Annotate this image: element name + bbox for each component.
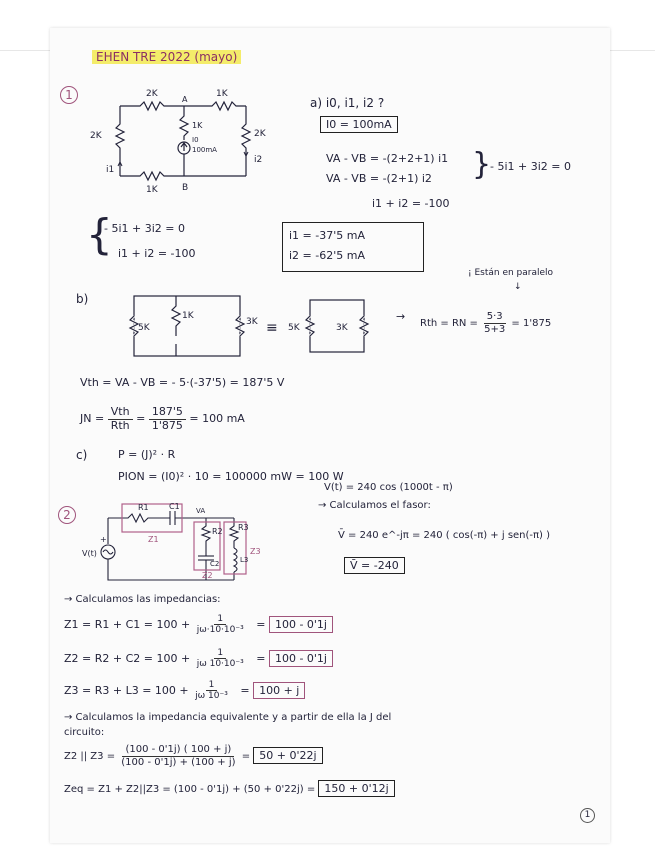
arrow-to-rth: → [396, 310, 406, 323]
source-expression: V(t) = 240 cos (1000t - π) [324, 482, 453, 493]
system-equation-1: - 5i1 + 3i2 = 0 [104, 222, 185, 235]
z1-equation: Z1 = R1 + C1 = 100 + $\frac{1}{\text{jω·10·10⁻³}}$ = 100 - 0'1j [64, 614, 333, 636]
r-top-right-label: 1K [216, 89, 228, 99]
page-number: 1 [580, 808, 595, 823]
b-r4-label: 5K [288, 323, 300, 333]
z3-equation: Z3 = R3 + L3 = 100 + $\frac{1}{\text{jω 10⁻³}}$ = 100 + j [64, 680, 305, 702]
r-mid-label: 1K [192, 121, 203, 130]
currents-result-box [282, 222, 424, 272]
circuit-2-diagram [82, 498, 282, 592]
b-r2-label: 1K [182, 311, 194, 321]
b-r1-label: 5K [138, 323, 150, 333]
i1-result: i1 = -37'5 mA [289, 229, 365, 242]
power-formula: P = (J)² · R [118, 448, 176, 461]
impedance-note: → Calculamos las impedancias: [64, 594, 221, 605]
rth-equation [420, 311, 551, 335]
rth-lhs: Rth = RN = [420, 318, 478, 329]
problem-1-number: 1 [60, 86, 78, 104]
derived-equation: - 5i1 + 3i2 = 0 [490, 160, 571, 173]
current-sum-equation: i1 + i2 = -100 [372, 197, 450, 210]
node-b-label: B [182, 183, 189, 193]
b-r5-label: 3K [336, 323, 348, 333]
problem-2-number: 2 [58, 506, 76, 524]
parallel-note: ¡ Están en paralelo [468, 268, 554, 278]
zeq-result-box: 150 + 0'12j [318, 780, 394, 797]
par-result-box: 50 + 0'22j [253, 747, 322, 764]
zeq-equation [64, 782, 395, 795]
z1-fraction [194, 614, 247, 636]
r-right-label: 2K [254, 129, 266, 139]
page-header [92, 50, 241, 64]
zeq-lhs: Zeq = Z1 + Z2||Z3 = (100 - 0'1j) + (50 + 0'22j) = [64, 784, 316, 795]
kvl-equation-2: VA - VB = -(2+1) i2 [326, 172, 432, 185]
rth-denominator: 5+3 [484, 323, 506, 335]
in-num-1: Vth [108, 406, 133, 420]
i1-label: i1 [106, 165, 115, 175]
part-b-label: b) [76, 292, 89, 306]
z3-numerator: 1 [206, 680, 218, 691]
equivalent-note-line-2: circuito: [64, 727, 105, 738]
z2-fraction [194, 648, 247, 670]
r1-label: R1 [138, 503, 149, 512]
z1-result-box: 100 - 0'1j [269, 616, 333, 633]
c2-label: C2 [210, 560, 220, 568]
source-plus: + [100, 535, 107, 544]
r3-label: R3 [238, 523, 249, 532]
system-brace: { [86, 210, 113, 259]
fasor-equation: V̄ = 240 e^-jπ = 240 ( cos(-π) + j sen(-π) ) [338, 530, 551, 541]
r-bot-label: 1K [146, 185, 158, 195]
source-label: V(t) [82, 549, 97, 558]
par-numerator: (100 - 0'1j) ( 100 + j) [122, 744, 234, 757]
i0-label: I0 [192, 136, 199, 144]
equivalent-sign: ≡ [266, 320, 278, 336]
norton-current-equation [80, 406, 245, 432]
fasor-result-box: V̄ = -240 [344, 557, 405, 574]
equation-brace: } [472, 147, 492, 182]
r2-label: R2 [212, 527, 223, 536]
par-fraction [118, 744, 238, 768]
in-lhs: JN = [80, 412, 105, 426]
part-c-label: c) [76, 448, 88, 462]
par-eq-sign: = [241, 751, 251, 762]
rth-fraction [481, 311, 508, 335]
z2-denominator: jω 10·10⁻³ [196, 659, 244, 670]
l3-label: L3 [240, 556, 249, 564]
in-fraction-2 [149, 406, 186, 432]
par-denominator: (100 - 0'1j) + (100 + j) [121, 756, 236, 768]
z3-lhs: Z3 = R3 + L3 = 100 + [64, 683, 189, 697]
z2-equation: Z2 = R2 + C2 = 100 + $\frac{1}{\text{jω 10·10⁻³}}$ = 100 - 0'1j [64, 648, 333, 670]
in-den-1: Rth [110, 418, 130, 432]
z1-numerator: 1 [214, 614, 226, 625]
i0-result-box: I0 = 100mA [320, 116, 398, 133]
power-result: PION = (I0)² · 10 = 100000 mW = 100 W [118, 470, 344, 483]
node-a-label: A [182, 95, 188, 104]
vth-equation: Vth = VA - VB = - 5·(-37'5) = 187'5 V [80, 376, 285, 389]
circuit-1-diagram [84, 86, 284, 198]
b-r3-label: 3K [246, 317, 258, 327]
rth-value: = 1'875 [511, 318, 552, 329]
z3-fraction [192, 680, 231, 702]
parallel-impedance-equation [64, 744, 323, 768]
i2-result: i2 = -62'5 mA [289, 249, 365, 262]
z1-label: Z1 [148, 535, 159, 544]
va-label: VA [196, 507, 206, 515]
z1-denominator: jω·10·10⁻³ [196, 625, 244, 636]
equivalent-note-line-1: → Calculamos la impedancia equivalente y a partir de ella la J del [64, 712, 392, 723]
in-value: = 100 mA [189, 412, 245, 426]
in-eq-sign: = [136, 412, 146, 426]
z2-numerator: 1 [214, 648, 226, 659]
fasor-note: → Calculamos el fasor: [318, 500, 431, 511]
in-den-2: 1'875 [151, 418, 183, 432]
r-left-label: 2K [90, 131, 102, 141]
circuit-1b-diagram [120, 292, 370, 364]
kvl-equation-1: VA - VB = -(2+2+1) i1 [326, 152, 449, 165]
c1-label: C1 [169, 502, 180, 511]
in-fraction-1 [108, 406, 133, 432]
part-a-question: a) i0, i1, i2 ? [310, 96, 385, 110]
par-lhs: Z2 || Z3 = [64, 751, 116, 762]
parallel-note-arrow: ↓ [514, 282, 522, 292]
header-title: EHEN TRE 2022 (mayo) [92, 50, 241, 64]
z3-result-box: 100 + j [253, 682, 305, 699]
z3-denominator: jω 10⁻³ [195, 691, 228, 702]
z3-label: Z3 [250, 547, 261, 556]
in-num-2: 187'5 [149, 406, 186, 420]
system-equation-2: i1 + i2 = -100 [118, 247, 196, 260]
z1-lhs: Z1 = R1 + C1 = 100 + [64, 617, 191, 631]
i2-label: i2 [254, 155, 263, 165]
rth-numerator: 5·3 [484, 311, 506, 324]
z2-lhs: Z2 = R2 + C2 = 100 + [64, 651, 191, 665]
i0-value-label: 100mA [192, 146, 217, 154]
z2-result-box: 100 - 0'1j [269, 650, 333, 667]
z2-label: Z2 [202, 571, 213, 580]
r-top-left-label: 2K [146, 89, 158, 99]
